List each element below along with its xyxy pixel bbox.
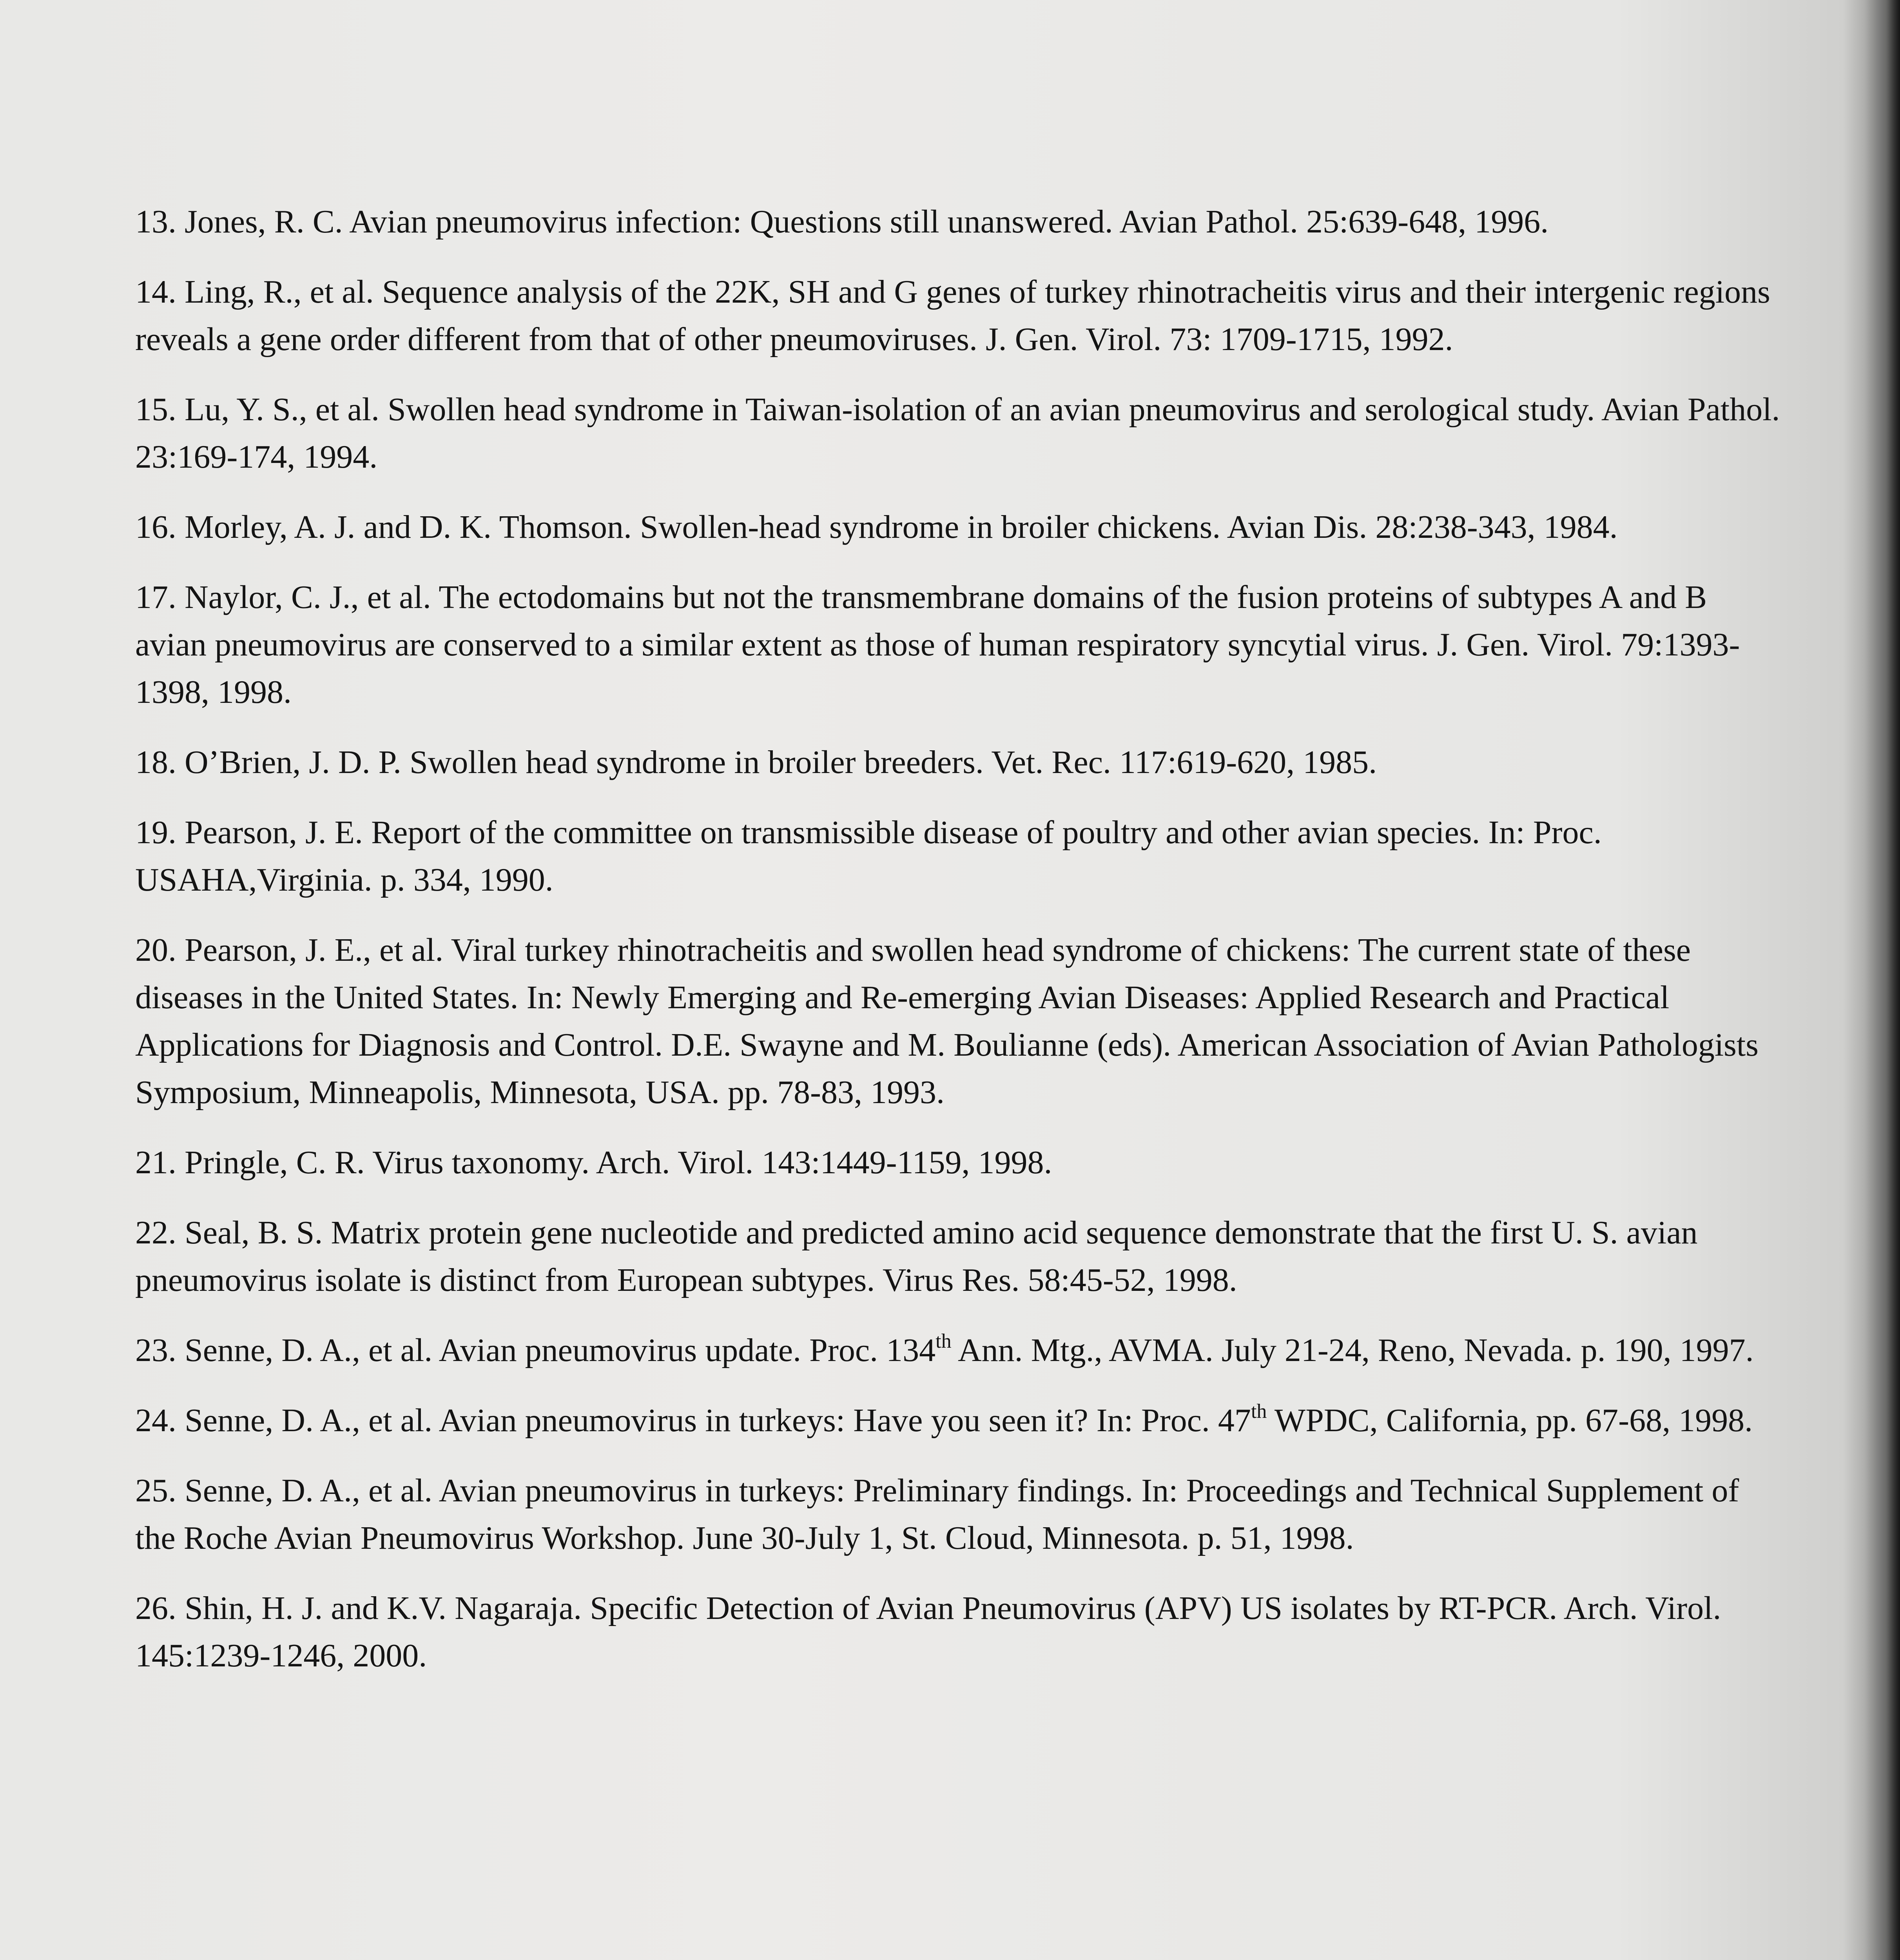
reference-25 (135, 1467, 1781, 1562)
superscript: th (1251, 1400, 1267, 1423)
scan-edge-shadow (1865, 0, 1900, 1960)
reference-number: 24. (135, 1402, 176, 1439)
reference-16 (135, 503, 1781, 551)
reference-text: Pringle, C. R. Virus taxonomy. Arch. Virol. 143:1449-1159, 1998. (185, 1144, 1052, 1181)
reference-19 (135, 809, 1781, 904)
reference-24 (135, 1397, 1781, 1444)
reference-text-continued: WPDC, California, pp. 67-68, 1998. (1267, 1402, 1753, 1439)
reference-text: Pearson, J. E., et al. Viral turkey rhinotracheitis and swollen head syndrome of chickens: The current state of these diseases in the United States. In: Newly Emerging and Re-emerging Avian Diseases: Applied Research and Practical Applications for Diagnosis and Control. D.E. Swayne and M. Boulianne (eds). American Association of Avian Pathologists Symposium, Minneapolis, Minnesota, USA. pp. 78-83, 1993. (135, 932, 1759, 1111)
reference-17 (135, 573, 1781, 716)
reference-text: Pearson, J. E. Report of the committee on transmissible disease of poultry and other avian species. In: Proc. USAHA,Virginia. p. 334, 1990. (135, 814, 1602, 898)
reference-text: Senne, D. A., et al. Avian pneumovirus update. Proc. 134 (185, 1332, 936, 1368)
superscript: th (935, 1330, 952, 1352)
reference-list (135, 198, 1781, 1702)
reference-18 (135, 739, 1781, 786)
reference-text: Lu, Y. S., et al. Swollen head syndrome in Taiwan-isolation of an avian pneumovirus and serological study. Avian Pathol. 23:169-174, 1994. (135, 391, 1780, 475)
reference-number: 16. (135, 509, 176, 545)
reference-text: Jones, R. C. Avian pneumovirus infection: Questions still unanswered. Avian Pathol. 25:639-648, 1996. (185, 203, 1549, 240)
reference-14 (135, 268, 1781, 363)
reference-text: O’Brien, J. D. P. Swollen head syndrome in broiler breeders. Vet. Rec. 117:619-620, 1985. (185, 744, 1377, 780)
reference-text-continued: Ann. Mtg., AVMA. July 21-24, Reno, Nevada. p. 190, 1997. (951, 1332, 1754, 1368)
reference-number: 15. (135, 391, 176, 428)
reference-15 (135, 386, 1781, 481)
reference-text: Ling, R., et al. Sequence analysis of the 22K, SH and G genes of turkey rhinotracheitis virus and their intergenic regions reveals a gene order different from that of other pneumoviruses. J. Gen. Virol. 73: 1709-1715, 1992. (135, 274, 1770, 358)
reference-text: Seal, B. S. Matrix protein gene nucleotide and predicted amino acid sequence demonstrate that the first U. S. avian pneumovirus isolate is distinct from European subtypes. Virus Res. 58:45-52, 1998. (135, 1214, 1698, 1298)
reference-text: Senne, D. A., et al. Avian pneumovirus in turkeys: Have you seen it? In: Proc. 47 (185, 1402, 1251, 1439)
reference-number: 20. (135, 932, 176, 968)
reference-text: Shin, H. J. and K.V. Nagaraja. Specific Detection of Avian Pneumovirus (APV) US isolates by RT-PCR. Arch. Virol. 145:1239-1246, 2000. (135, 1590, 1721, 1674)
reference-text: Senne, D. A., et al. Avian pneumovirus in turkeys: Preliminary findings. In: Proceedings and Technical Supplement of the Roche Avian Pneumovirus Workshop. June 30-July 1, St. Cloud, Minnesota. p. 51, 1998. (135, 1472, 1739, 1556)
reference-22 (135, 1209, 1781, 1304)
reference-number: 21. (135, 1144, 176, 1181)
reference-number: 26. (135, 1590, 176, 1626)
reference-20 (135, 926, 1781, 1116)
reference-number: 18. (135, 744, 176, 780)
reference-number: 23. (135, 1332, 176, 1368)
reference-number: 25. (135, 1472, 176, 1509)
reference-23 (135, 1327, 1781, 1374)
reference-number: 19. (135, 814, 176, 851)
reference-number: 17. (135, 579, 176, 615)
reference-text: Naylor, C. J., et al. The ectodomains but not the transmembrane domains of the fusion proteins of subtypes A and B avian pneumovirus are conserved to a similar extent as those of human respiratory syncytial virus. J. Gen. Virol. 79:1393-1398, 1998. (135, 579, 1740, 710)
reference-number: 14. (135, 274, 176, 310)
reference-number: 13. (135, 203, 176, 240)
reference-21 (135, 1139, 1781, 1186)
reference-text: Morley, A. J. and D. K. Thomson. Swollen-head syndrome in broiler chickens. Avian Dis. 28:238-343, 1984. (185, 509, 1618, 545)
reference-number: 22. (135, 1214, 176, 1251)
reference-13 (135, 198, 1781, 245)
reference-26 (135, 1584, 1781, 1679)
